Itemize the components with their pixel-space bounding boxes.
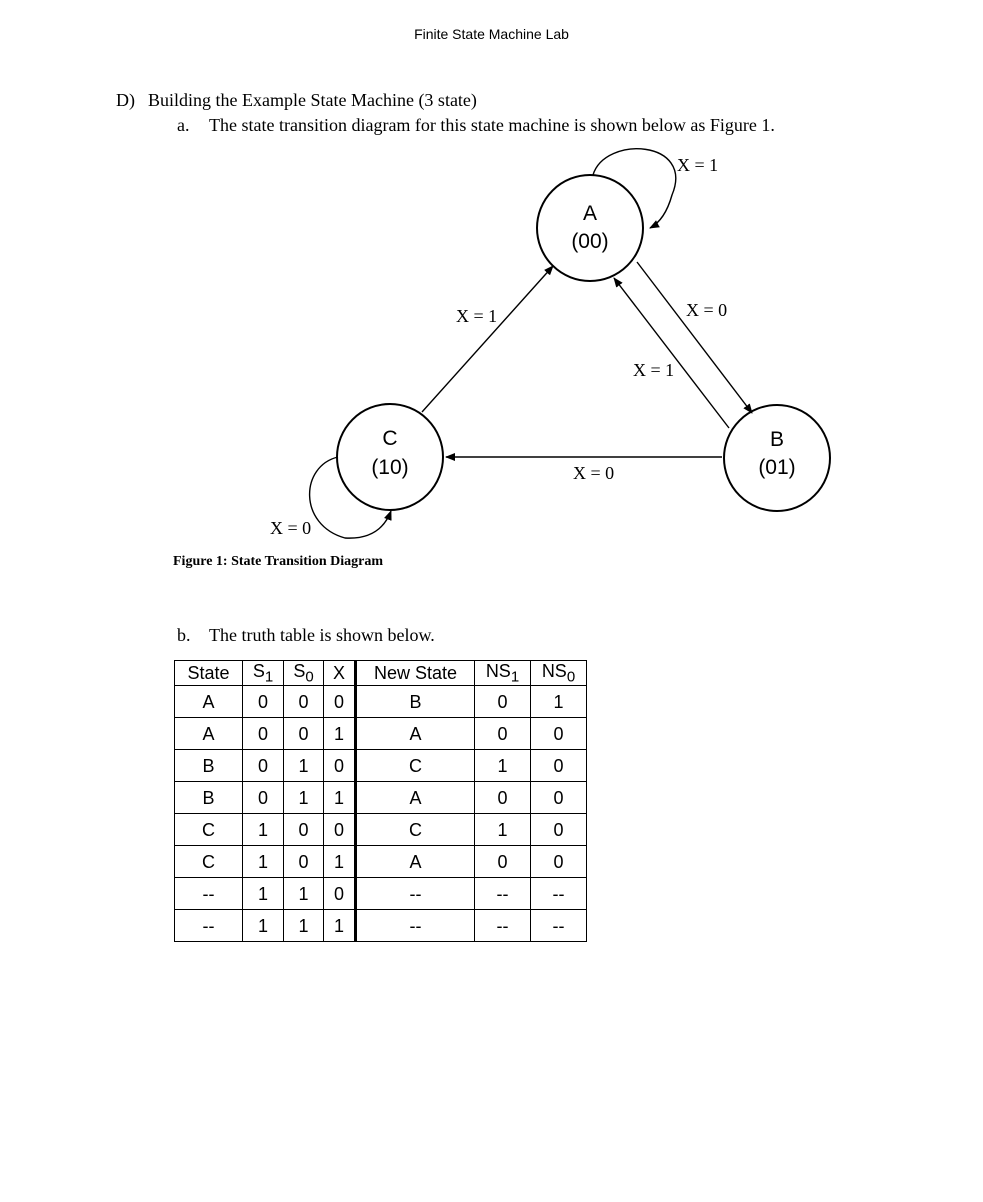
cell-state: B — [175, 782, 243, 814]
state-transition-diagram — [0, 0, 983, 600]
cell-new-state: C — [356, 814, 475, 846]
cell-ns1: -- — [475, 910, 531, 942]
table-row — [175, 686, 587, 718]
cell-s1: 0 — [243, 750, 284, 782]
transition-c-to-a — [422, 266, 553, 412]
item-a-marker: a. — [177, 115, 190, 135]
cell-ns0: 0 — [531, 718, 587, 750]
cell-state: C — [175, 814, 243, 846]
cell-state: -- — [175, 910, 243, 942]
cell-x: 0 — [324, 878, 356, 910]
header-ns0 — [531, 661, 587, 686]
label-c-to-a: X = 1 — [456, 306, 498, 326]
state-b-code: (01) — [758, 456, 796, 479]
cell-ns1: 0 — [475, 846, 531, 878]
cell-s1: 1 — [243, 878, 284, 910]
table-row — [175, 814, 587, 846]
cell-ns0: 0 — [531, 750, 587, 782]
cell-x: 1 — [324, 782, 356, 814]
cell-s1: 1 — [243, 910, 284, 942]
cell-s0: 0 — [284, 718, 324, 750]
cell-s0: 1 — [284, 910, 324, 942]
cell-s1: 0 — [243, 782, 284, 814]
cell-s0: 1 — [284, 750, 324, 782]
header-ns1 — [475, 661, 531, 686]
cell-new-state: A — [356, 846, 475, 878]
cell-ns0: -- — [531, 910, 587, 942]
header-s1-sub: 1 — [264, 668, 274, 686]
cell-s0: 0 — [284, 814, 324, 846]
cell-x: 0 — [324, 750, 356, 782]
header-s1 — [243, 661, 284, 686]
cell-x: 1 — [324, 718, 356, 750]
label-a-self: X = 1 — [677, 155, 719, 175]
item-b-text: The truth table is shown below. — [209, 625, 435, 645]
cell-ns1: 0 — [475, 686, 531, 718]
cell-x: 1 — [324, 910, 356, 942]
cell-ns1: -- — [475, 878, 531, 910]
header-s0-sub: 0 — [305, 668, 314, 686]
state-a-name: A — [582, 202, 598, 225]
section-title: Building the Example State Machine (3 state) — [148, 90, 477, 110]
cell-new-state: B — [356, 686, 475, 718]
cell-state: B — [175, 750, 243, 782]
cell-new-state: A — [356, 782, 475, 814]
transition-a-to-b — [637, 262, 752, 413]
section-marker: D) — [116, 90, 135, 110]
cell-ns0: -- — [531, 878, 587, 910]
cell-x: 1 — [324, 846, 356, 878]
state-c-code: (10) — [371, 456, 409, 479]
header-state: State — [175, 661, 243, 686]
cell-new-state: -- — [356, 878, 475, 910]
item-b-marker: b. — [177, 625, 191, 645]
header-ns0-base: NS — [541, 660, 567, 681]
header-s0 — [284, 661, 324, 686]
header-new-state: New State — [356, 661, 475, 686]
state-b — [724, 405, 830, 511]
page-header: Finite State Machine Lab — [414, 26, 569, 42]
cell-s0: 0 — [284, 686, 324, 718]
cell-state: C — [175, 846, 243, 878]
table-row — [175, 750, 587, 782]
cell-s1: 1 — [243, 814, 284, 846]
cell-new-state: C — [356, 750, 475, 782]
cell-ns1: 1 — [475, 750, 531, 782]
state-c-name: C — [382, 427, 398, 450]
cell-s0: 0 — [284, 846, 324, 878]
cell-ns1: 0 — [475, 782, 531, 814]
cell-x: 0 — [324, 686, 356, 718]
cell-new-state: A — [356, 718, 475, 750]
cell-s1: 0 — [243, 686, 284, 718]
truth-table-header-row — [175, 661, 587, 686]
cell-ns0: 1 — [531, 686, 587, 718]
cell-s1: 1 — [243, 846, 284, 878]
label-b-to-c: X = 0 — [573, 463, 615, 483]
cell-ns0: 0 — [531, 814, 587, 846]
table-row — [175, 910, 587, 942]
figure-caption: Figure 1: State Transition Diagram — [173, 554, 383, 569]
item-b — [177, 625, 435, 646]
cell-ns0: 0 — [531, 782, 587, 814]
state-c — [337, 404, 443, 510]
cell-x: 0 — [324, 814, 356, 846]
header-x: X — [324, 661, 356, 686]
state-a-code: (00) — [571, 230, 609, 253]
item-a-text: The state transition diagram for this state machine is shown below as Figure 1. — [209, 115, 775, 135]
cell-state: A — [175, 718, 243, 750]
label-c-self: X = 0 — [270, 518, 312, 538]
header-ns1-sub: 1 — [510, 668, 520, 686]
label-b-to-a: X = 1 — [633, 360, 675, 380]
cell-state: A — [175, 686, 243, 718]
cell-s0: 1 — [284, 878, 324, 910]
state-a-circle — [537, 175, 643, 281]
label-a-to-b: X = 0 — [686, 300, 728, 320]
table-row — [175, 718, 587, 750]
state-a — [537, 175, 643, 281]
cell-ns1: 0 — [475, 718, 531, 750]
cell-ns0: 0 — [531, 846, 587, 878]
header-s0-base: S — [293, 660, 306, 681]
table-row — [175, 846, 587, 878]
table-row — [175, 782, 587, 814]
cell-ns1: 1 — [475, 814, 531, 846]
cell-state: -- — [175, 878, 243, 910]
cell-new-state: -- — [356, 910, 475, 942]
cell-s1: 0 — [243, 718, 284, 750]
header-ns1-base: NS — [485, 660, 511, 681]
cell-s0: 1 — [284, 782, 324, 814]
truth-table — [174, 660, 587, 942]
table-row — [175, 878, 587, 910]
header-ns0-sub: 0 — [566, 668, 576, 686]
header-s1-base: S — [252, 660, 265, 681]
state-b-name: B — [769, 428, 785, 451]
